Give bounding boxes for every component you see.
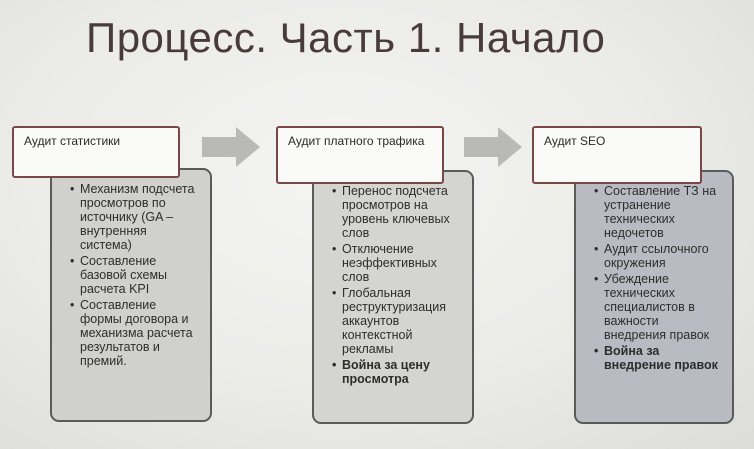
- column-3-item-4: • Война за внедрение правок: [604, 344, 722, 372]
- arrow-right-icon: [202, 127, 260, 167]
- column-1-bullet-list: [68, 182, 200, 368]
- column-2-header-box: [276, 126, 444, 184]
- column-1-header-label: Аудит статистики: [24, 134, 121, 148]
- column-3-header-box: [532, 126, 702, 184]
- column-1-item-2: • Составление базовой схемы расчета KPI: [80, 254, 200, 296]
- slide-title: Процесс. Часть 1. Начало: [86, 14, 606, 61]
- column-3-item-3: • Убеждение технических специалистов в важности внедрения правок: [604, 272, 722, 342]
- column-3-item-1: • Составление ТЗ на устранение технических недочетов: [604, 184, 722, 240]
- column-3-item-2: • Аудит ссылочного окружения: [604, 242, 722, 270]
- column-1-item-1: • Механизм подсчета просмотров по источнику (GA – внутренняя система): [80, 182, 200, 252]
- column-1-header-box: [12, 126, 180, 178]
- column-2-item-1: • Перенос подсчета просмотров на уровень ключевых слов: [342, 184, 462, 240]
- column-2-bullet-list: [330, 184, 462, 386]
- column-2-item-4: • Война за цену просмотра: [342, 358, 462, 386]
- column-1-item-3: • Составление формы договора и механизма расчета результатов и премий.: [80, 298, 200, 368]
- column-1-details-box: [50, 168, 212, 422]
- column-3-details-box: [574, 170, 734, 424]
- column-3-header-label: Аудит SEO: [544, 134, 606, 148]
- column-3-bullet-list: [592, 184, 722, 372]
- column-2-item-2: • Отключение неэффективных слов: [342, 242, 462, 284]
- arrow-right-icon: [464, 127, 522, 167]
- column-2-header-label: Аудит платного трафика: [288, 134, 425, 148]
- column-2-item-3: • Глобальная реструктуризация аккаунтов контекстной рекламы: [342, 286, 462, 356]
- column-2-details-box: [312, 170, 474, 424]
